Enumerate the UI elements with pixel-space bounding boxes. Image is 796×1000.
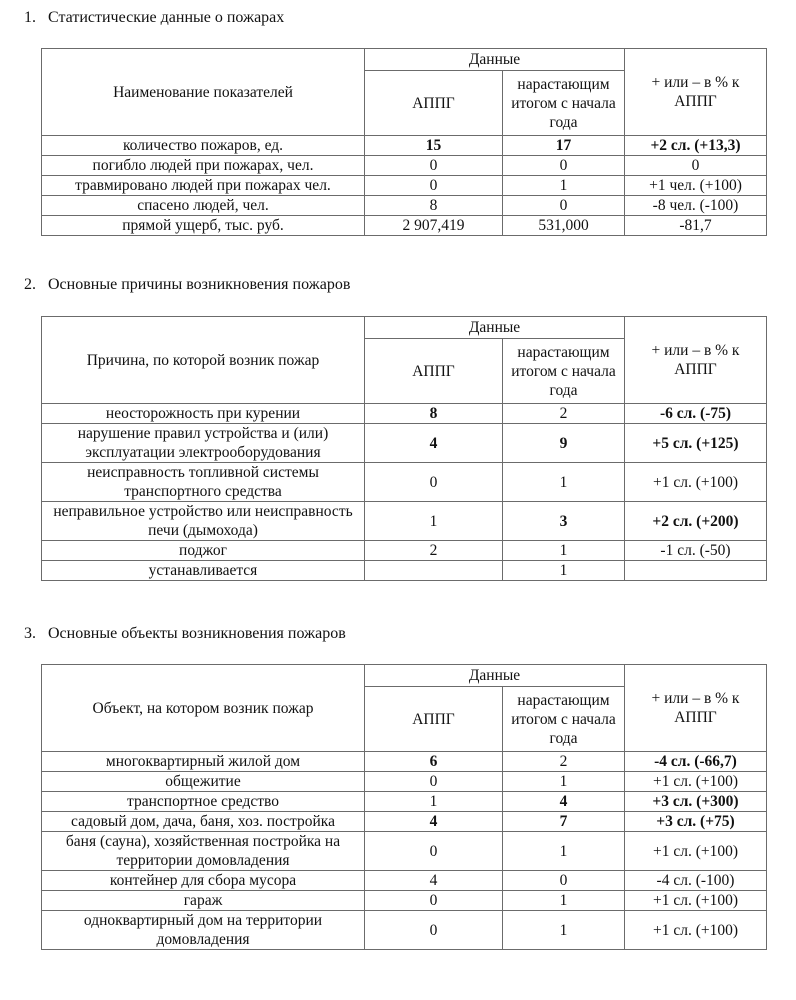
cell-cumulative: 17 [503,136,625,156]
header-name: Причина, по которой возник пожар [42,317,365,404]
cell-cumulative: 0 [503,156,625,176]
table-row [42,871,767,891]
header-appg: АППГ [365,339,503,404]
header-row [42,317,767,339]
cell-appg: 8 [365,196,503,216]
cell-name: спасено людей, чел. [42,196,365,216]
cell-cumulative: 1 [503,911,625,950]
fire-objects-table [41,664,767,950]
cell-appg: 0 [365,156,503,176]
cell-appg: 2 [365,541,503,561]
header-row [42,49,767,71]
cell-name: устанавливается [42,561,365,581]
cell-cumulative: 1 [503,891,625,911]
header-change [625,49,767,136]
cell-appg: 2 907,419 [365,216,503,236]
cell-name: общежитие [42,772,365,792]
cell-cumulative: 1 [503,832,625,871]
cell-appg: 1 [365,792,503,812]
cell-appg: 0 [365,891,503,911]
cell-name: нарушение правил устройства и (или) эксплуатации электрооборудования [42,424,365,463]
table-row [42,911,767,950]
cell-cumulative: 1 [503,541,625,561]
cell-cumulative: 1 [503,463,625,502]
table-row [42,424,767,463]
table-row [42,772,767,792]
cell-change: -81,7 [625,216,767,236]
cell-cumulative: 1 [503,561,625,581]
cell-appg: 6 [365,752,503,772]
cell-name: неисправность топливной системы транспортного средства [42,463,365,502]
cell-cumulative: 7 [503,812,625,832]
cell-change: +2 сл. (+200) [625,502,767,541]
header-data: Данные [365,317,625,339]
cell-cumulative: 531,000 [503,216,625,236]
cell-change: +1 чел. (+100) [625,176,767,196]
header-cumulative: нарастающим итогом с начала года [503,71,625,136]
cell-name: неправильное устройство или неисправность печи (дымохода) [42,502,365,541]
table-row [42,812,767,832]
fire-statistics-table [41,48,767,236]
cell-name: поджог [42,541,365,561]
cell-cumulative: 0 [503,871,625,891]
cell-cumulative: 2 [503,404,625,424]
cell-change: 0 [625,156,767,176]
header-appg: АППГ [365,71,503,136]
cell-name: неосторожность при курении [42,404,365,424]
cell-appg: 4 [365,424,503,463]
cell-name: транспортное средство [42,792,365,812]
fire-causes-table [41,316,767,581]
cell-change: -1 сл. (-50) [625,541,767,561]
cell-cumulative: 3 [503,502,625,541]
cell-change: -4 сл. (-100) [625,871,767,891]
cell-cumulative: 1 [503,176,625,196]
header-data: Данные [365,665,625,687]
cell-cumulative: 4 [503,792,625,812]
section-title-text: Основные причины возникновения пожаров [48,276,351,293]
table-row [42,176,767,196]
header-change-text: + или – в % к АППГ [651,342,740,378]
cell-change: +3 сл. (+75) [625,812,767,832]
cell-name: многоквартирный жилой дом [42,752,365,772]
table-row [42,463,767,502]
table-row [42,792,767,812]
section-number: 3. [24,625,36,642]
cell-appg: 0 [365,176,503,196]
header-cumulative: нарастающим итогом с начала года [503,339,625,404]
cell-change: +1 сл. (+100) [625,891,767,911]
cell-appg: 1 [365,502,503,541]
section-3-title [24,625,346,643]
cell-name: погибло людей при пожарах, чел. [42,156,365,176]
header-change [625,317,767,404]
cell-appg [365,561,503,581]
cell-cumulative: 1 [503,772,625,792]
header-name: Объект, на котором возник пожар [42,665,365,752]
header-change-text: + или – в % к АППГ [651,690,740,726]
table-row [42,832,767,871]
table-row [42,561,767,581]
section-title-text: Основные объекты возникновения пожаров [48,625,346,642]
cell-name: гараж [42,891,365,911]
cell-change: -6 сл. (-75) [625,404,767,424]
header-row [42,665,767,687]
cell-name: прямой ущерб, тыс. руб. [42,216,365,236]
cell-appg: 4 [365,871,503,891]
table-row [42,541,767,561]
header-change [625,665,767,752]
header-name: Наименование показателей [42,49,365,136]
table-row [42,216,767,236]
cell-appg: 0 [365,463,503,502]
cell-change: -4 сл. (-66,7) [625,752,767,772]
header-appg: АППГ [365,687,503,752]
section-2-title [24,276,350,294]
header-data: Данные [365,49,625,71]
cell-cumulative: 0 [503,196,625,216]
table-row [42,404,767,424]
cell-change: +1 сл. (+100) [625,832,767,871]
cell-name: одноквартирный дом на территории домовладения [42,911,365,950]
table-row [42,752,767,772]
cell-appg: 0 [365,832,503,871]
cell-name: количество пожаров, ед. [42,136,365,156]
cell-appg: 4 [365,812,503,832]
section-title-text: Статистические данные о пожарах [48,9,285,26]
cell-change: +5 сл. (+125) [625,424,767,463]
cell-name: баня (сауна), хозяйственная постройка на территории домовладения [42,832,365,871]
header-change-text: + или – в % к АППГ [651,74,740,110]
cell-change: +1 сл. (+100) [625,463,767,502]
cell-name: травмировано людей при пожарах чел. [42,176,365,196]
table-row [42,891,767,911]
table-row [42,502,767,541]
table-row [42,136,767,156]
cell-change: +3 сл. (+300) [625,792,767,812]
table-row [42,196,767,216]
cell-name: садовый дом, дача, баня, хоз. постройка [42,812,365,832]
cell-appg: 15 [365,136,503,156]
cell-change: +1 сл. (+100) [625,772,767,792]
cell-change: -8 чел. (-100) [625,196,767,216]
section-number: 2. [24,276,36,293]
cell-appg: 0 [365,772,503,792]
cell-name: контейнер для сбора мусора [42,871,365,891]
cell-change: +1 сл. (+100) [625,911,767,950]
section-1-title [24,9,284,27]
cell-cumulative: 2 [503,752,625,772]
cell-change: +2 сл. (+13,3) [625,136,767,156]
cell-cumulative: 9 [503,424,625,463]
cell-appg: 0 [365,911,503,950]
section-number: 1. [24,9,36,26]
cell-appg: 8 [365,404,503,424]
header-cumulative: нарастающим итогом с начала года [503,687,625,752]
cell-change [625,561,767,581]
table-row [42,156,767,176]
